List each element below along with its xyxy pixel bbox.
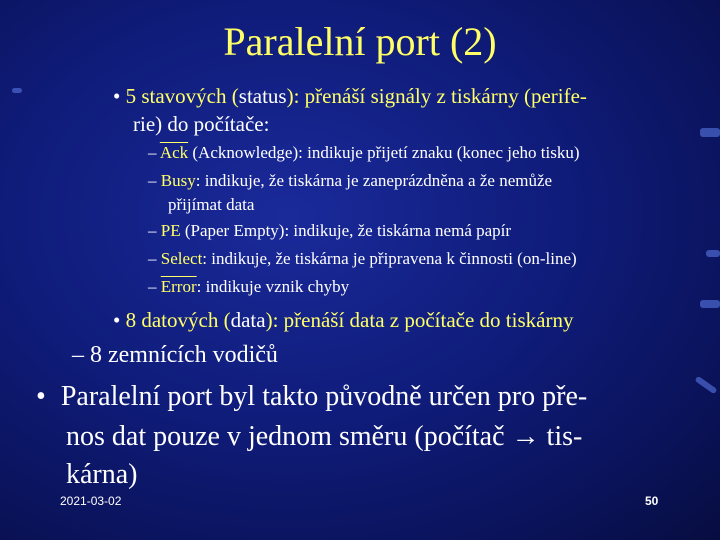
dash: – (148, 249, 157, 268)
dash: – (148, 221, 157, 240)
signal-item-pe (148, 219, 511, 242)
signal-desc: (Paper Empty): indikuje, že tiskárna nemá papír (180, 221, 512, 240)
signal-desc: : indikuje, že tiskárna je zaneprázdněna a že nemůže (195, 171, 553, 190)
footer-page-number: 50 (645, 494, 659, 508)
signal-item-ack (148, 141, 580, 164)
signal-name: PE (160, 221, 181, 240)
bullet-marker: • (36, 381, 46, 412)
signal-item-error (148, 275, 349, 298)
signal-desc: : indikuje, že tiskárna je připravena k činnosti (on-line) (202, 249, 577, 268)
decorative-streak (694, 376, 717, 395)
signal-item-busy (148, 169, 552, 192)
bullet-marker: • (113, 84, 121, 108)
dash: – (148, 277, 157, 296)
data-suffix: ): přenáší data z počítače do tiskárny (265, 308, 574, 332)
signal-busy-continuation: přijímat data (168, 195, 255, 214)
signal-desc: : indikuje vznik chyby (196, 277, 350, 296)
decorative-streak (700, 300, 720, 308)
main-bullet-line3: kárna) (66, 459, 138, 490)
status-keyword: status (238, 84, 287, 108)
signal-name: Busy (160, 171, 196, 190)
main-bullet-line2: nos dat pouze v jednom směru (počítač → tis- (66, 421, 583, 452)
signal-item-select (148, 247, 577, 270)
signal-name: Error (160, 277, 197, 296)
data-keyword: data (230, 308, 266, 332)
footer-date: 2021-03-02 (60, 494, 122, 508)
signal-name: Select (160, 249, 203, 268)
bullet-marker: • (113, 308, 121, 332)
status-prefix: 5 stavových ( (125, 84, 239, 108)
dash: – (148, 171, 157, 190)
main-bullet (36, 380, 587, 414)
signal-name: $\overline{Ack}$ (159, 143, 189, 162)
slide-title: Paralelní port (2) (223, 19, 497, 64)
main-bullet-line1: Paralelní port byl takto původně určen pro pře- (60, 381, 588, 412)
decorative-streak (706, 250, 720, 257)
ground-wires-line: – 8 zemnících vodičů (72, 342, 278, 368)
decorative-streak (700, 128, 720, 137)
decorative-streak (12, 88, 22, 93)
signal-desc: (Acknowledge): indikuje přijetí znaku (konec jeho tisku) (188, 143, 580, 162)
data-prefix: 8 datových ( (125, 308, 231, 332)
status-suffix: ): přenáší signály z tiskárny (perife- (286, 84, 587, 108)
status-bullet-line2: rie) do počítače: (133, 112, 270, 136)
dash: – (148, 143, 157, 162)
status-bullet (113, 82, 587, 110)
data-bullet (113, 306, 573, 334)
